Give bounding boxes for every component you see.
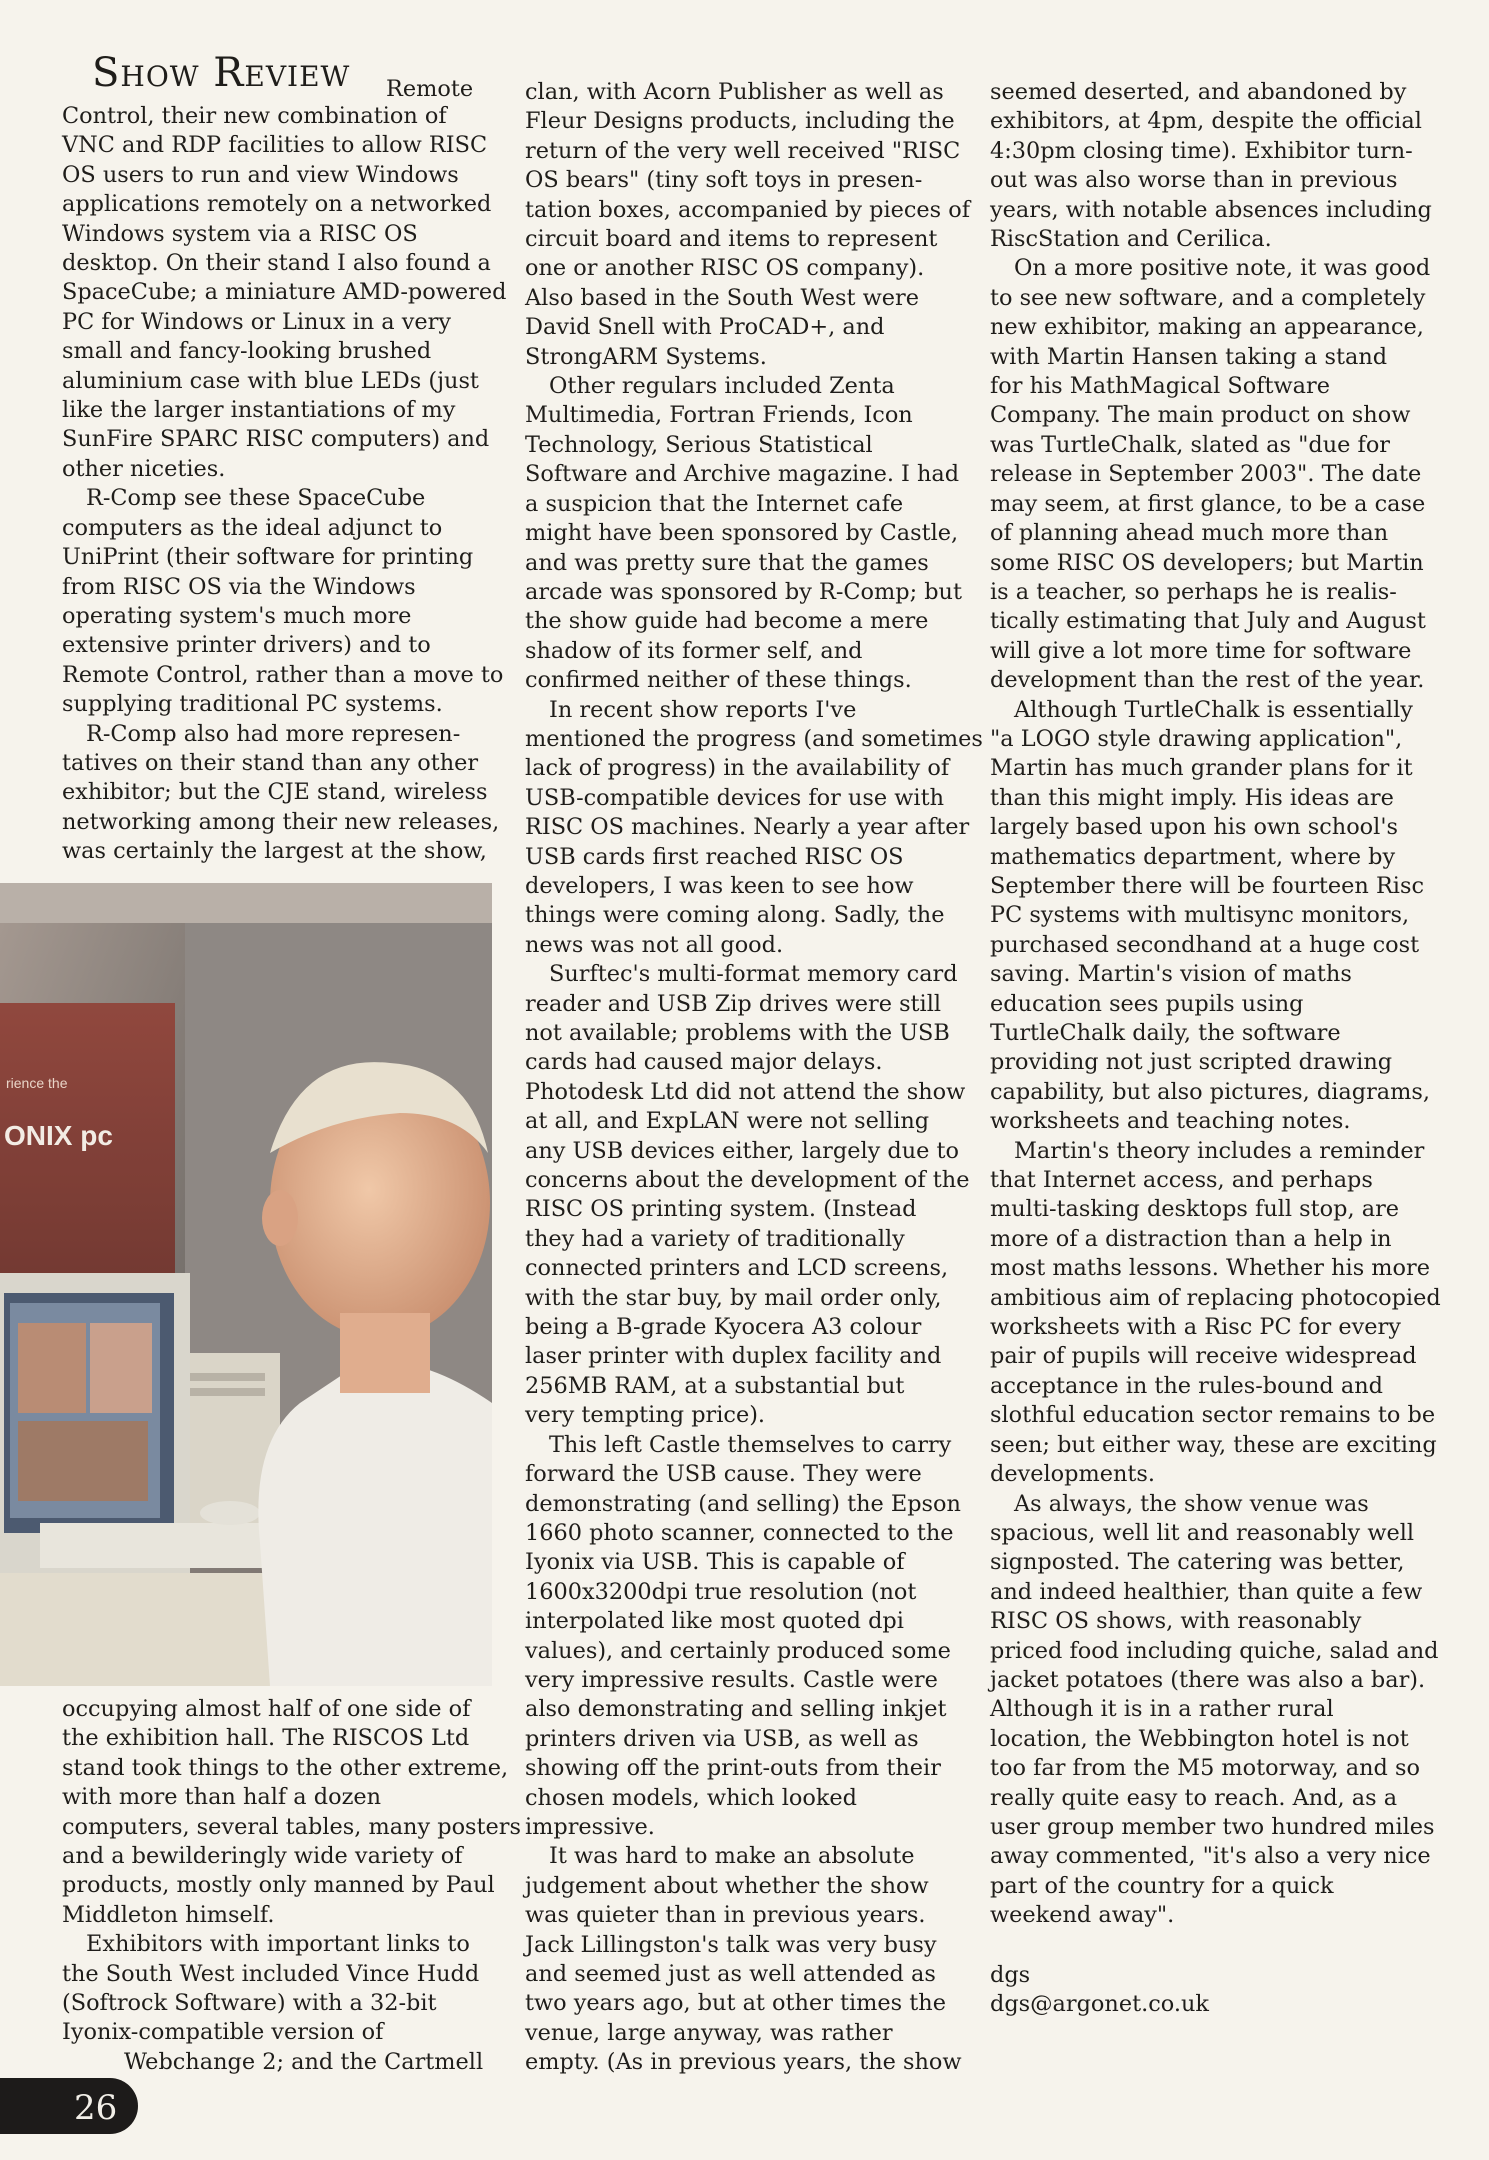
banner-text-2: ONIX pc [4,1120,113,1151]
text-line: things were coming along. Sadly, the [525,902,945,929]
text-line: release in September 2003". The date [990,461,1422,488]
text-line: very tempting price). [525,1402,766,1429]
column-1-upper [62,102,507,867]
text-line: concerns about the development of the [525,1167,970,1194]
text-line: venue, large anyway, was rather [525,2019,893,2046]
text-line: PC systems with multisync monitors, [990,902,1410,929]
text-line: was quieter than in previous years. [525,1902,926,1929]
text-line: Iyonix via USB. This is capable of [525,1549,905,1576]
text-line: jacket potatoes (there was also a bar). [990,1666,1426,1693]
text-line: the South West included Vince Hudd [62,1960,480,1987]
text-line: with the star buy, by mail order only, [525,1284,942,1311]
text-line: ambitious aim of replacing photocopied [990,1284,1441,1311]
header-continuation-word: Remote [386,76,474,102]
text-line: mentioned the progress (and sometimes [525,725,983,752]
text-line: too far from the M5 motorway, and so [990,1755,1420,1782]
text-line: stand took things to the other extreme, [62,1754,509,1781]
text-line: networking among their new releases, [62,808,500,835]
text-line: they had a variety of traditionally [525,1225,905,1252]
text-line: occupying almost half of one side of [62,1696,471,1722]
text-line: empty. (As in previous years, the show [525,2049,962,2076]
text-line: small and fancy-looking brushed [62,338,432,365]
text-line: new exhibitor, making an appearance, [990,314,1424,341]
text-line: tically estimating that July and August [990,608,1426,635]
text-line: more of a distraction than a help in [990,1225,1392,1252]
text-line: slothful education sector remains to be [990,1402,1436,1429]
text-line: aluminium case with blue LEDs (just [62,367,479,394]
text-line: David Snell with ProCAD+, and [525,314,885,341]
text-line: OS users to run and view Windows [62,161,459,188]
text-line: RISC OS printing system. (Instead [525,1196,917,1223]
text-line: education sees pupils using [990,990,1304,1017]
text-line: mathematics department, where by [990,843,1396,870]
text-line: one or another RISC OS company). [525,255,925,282]
text-line: for his MathMagical Software [990,373,1330,400]
text-line: and was pretty sure that the games [525,549,929,576]
text-line: and seemed just as well attended as [525,1961,936,1987]
text-line: with Martin Hansen taking a stand [990,343,1388,370]
section-title: Show Review [92,50,351,96]
text-line: VNC and RDP facilities to allow RISC [62,132,488,159]
text-line: SunFire SPARC RISC computers) and [62,426,490,453]
text-line: other niceties. [62,455,226,482]
text-line: R-Comp see these SpaceCube [86,485,426,512]
text-line: R-Comp also had more represen- [86,720,461,747]
text-line: Other regulars included Zenta [549,373,895,400]
text-line: the show guide had become a mere [525,608,929,635]
text-line: clan, with Acorn Publisher as well as [525,79,944,105]
text-line: "a LOGO style drawing application", [990,725,1403,752]
column-3 [990,78,1440,2019]
text-line: a suspicion that the Internet cafe [525,490,904,517]
text-line: out was also worse than in previous [990,167,1398,194]
text-line: exhibitor; but the CJE stand, wireless [62,779,488,806]
text-line: RISC OS shows, with reasonably [990,1608,1362,1635]
text-line: September there will be fourteen Risc [990,872,1424,899]
text-line: As always, the show venue was [1014,1490,1369,1517]
text-line: Although it is in a rather rural [990,1696,1334,1723]
text-line: operating system's much more [62,602,412,629]
text-line: supplying traditional PC systems. [62,691,443,718]
text-line: circuit board and items to represent [525,226,938,253]
text-line: shadow of its former self, and [525,637,863,664]
page-number: 26 [74,2088,118,2128]
text-line: USB cards first reached RISC OS [525,843,904,870]
text-line: RiscStation and Cerilica. [990,226,1272,253]
text-line: computers, several tables, many posters [62,1813,521,1840]
text-line: judgement about whether the show [525,1872,929,1899]
text-line: pair of pupils will receive widespread [990,1343,1417,1370]
text-line: tatives on their stand than any other [62,749,479,776]
text-line: than this might imply. His ideas are [990,784,1394,811]
text-line: connected printers and LCD screens, [525,1255,949,1282]
text-line: showing off the print-outs from their [525,1755,941,1782]
text-line: providing not just scripted drawing [990,1049,1393,1076]
text-line: printers driven via USB, as well as [525,1725,919,1752]
text-line: products, mostly only manned by Paul [62,1872,495,1899]
text-line: Martin's theory includes a reminder [1014,1137,1425,1164]
text-line: Martin has much grander plans for it [990,755,1413,782]
text-line: Company. The main product on show [990,402,1411,429]
text-line: acceptance in the rules-bound and [990,1372,1383,1399]
text-line: (Softrock Software) with a 32-bit [62,1990,437,2017]
text-line: years, with notable absences including [990,196,1432,223]
text-line: with more than half a dozen [62,1784,382,1811]
text-line: Also based in the South West were [525,284,919,311]
text-line: cards had caused major delays. [525,1049,883,1076]
text-line: Software and Archive magazine. I had [525,461,960,488]
text-line: reader and USB Zip drives were still [525,990,942,1017]
text-line: very impressive results. Castle were [525,1666,938,1693]
text-line: Remote Control, rather than a move to [62,661,504,688]
text-line: to see new software, and a completely [990,284,1426,311]
text-line: from RISC OS via the Windows [62,573,416,600]
text-line: PC for Windows or Linux in a very [62,308,452,335]
text-line: Webchange 2; and the Cartmell [124,2048,484,2075]
text-line: will give a lot more time for software [990,637,1412,664]
author-signature: dgs [990,1961,1031,1988]
person-shirt [258,1361,492,1686]
text-line: seemed deserted, and abandoned by [990,79,1407,105]
text-line: chosen models, which looked [525,1784,858,1811]
text-line: at all, and ExpLAN were not selling [525,1108,930,1135]
exhibition-photo [0,883,492,1686]
text-line: being a B-grade Kyocera A3 colour [525,1314,922,1341]
text-line: return of the very well received "RISC [525,137,961,164]
text-line: arcade was sponsored by R-Comp; but [525,578,962,605]
text-line: TurtleChalk daily, the software [990,1020,1341,1046]
banner-text-1: rience the [6,1075,68,1091]
text-line: SpaceCube; a miniature AMD-powered [62,279,507,306]
person-ear [262,1190,298,1246]
text-line: desktop. On their stand I also found a [62,250,491,277]
text-line: of planning ahead much more than [990,520,1389,547]
person-neck [340,1313,430,1393]
text-line: Iyonix-compatible version of [62,2019,384,2046]
text-line: saving. Martin's vision of maths [990,961,1352,988]
text-line: most maths lessons. Whether his more [990,1255,1430,1282]
text-line: might have been sponsored by Castle, [525,520,959,547]
text-line: Windows system via a RISC OS [62,220,418,247]
text-line: also demonstrating and selling inkjet [525,1696,947,1723]
text-line: computers as the ideal adjunct to [62,514,443,541]
text-line: Jack Lillingston's talk was very busy [525,1931,937,1958]
text-line: Photodesk Ltd did not attend the show [525,1078,966,1105]
text-line: extensive printer drivers) and to [62,632,431,659]
text-line: Exhibitors with important links to [86,1931,470,1958]
text-line: that Internet access, and perhaps [990,1167,1373,1194]
text-line: really quite easy to reach. And, as a [990,1784,1398,1811]
text-line: any USB devices either, largely due to [525,1137,959,1164]
text-line: signposted. The catering was better, [990,1549,1405,1576]
text-line: away commented, "it's also a very nice [990,1843,1431,1870]
text-line: This left Castle themselves to carry [549,1431,952,1458]
text-line: priced food including quiche, salad and [990,1637,1439,1664]
text-line: RISC OS machines. Nearly a year after [525,814,970,841]
text-line: 256MB RAM, at a substantial but [525,1372,905,1399]
text-line: may seem, at first glance, to be a case [990,490,1426,517]
text-line: is a teacher, so perhaps he is realis- [990,578,1397,605]
text-line: It was hard to make an absolute [549,1843,915,1870]
text-line: capability, but also pictures, diagrams, [990,1078,1430,1105]
text-line: purchased secondhand at a huge cost [990,931,1420,958]
text-line: location, the Webbington hotel is not [990,1725,1409,1752]
text-line: confirmed neither of these things. [525,667,912,694]
column-1-lower [62,1695,521,2077]
text-line: 1600x3200dpi true resolution (not [525,1578,917,1605]
text-line: and a bewilderingly wide variety of [62,1843,463,1870]
text-line: was TurtleChalk, slated as "due for [990,431,1391,458]
text-line: interpolated like most quoted dpi [525,1608,904,1635]
text-line: demonstrating (and selling) the Epson [525,1490,961,1517]
author-email[interactable]: dgs@argonet.co.uk [990,1991,1209,2017]
text-line: impressive. [525,1813,655,1840]
text-line: weekend away". [990,1902,1175,1929]
text-line: exhibitors, at 4pm, despite the official [990,108,1422,135]
text-line: OS bears" (tiny soft toys in presen- [525,167,923,194]
text-line: lack of progress) in the availability of [525,755,950,782]
keyboard [40,1523,270,1568]
text-line: seen; but either way, these are exciting [990,1431,1437,1458]
text-line: Surftec's multi-format memory card [549,961,958,988]
text-line: UniPrint (their software for printing [62,544,474,571]
text-line: 4:30pm closing time). Exhibitor turn- [990,137,1413,164]
signature-block [990,1961,1440,2020]
column-2 [525,78,983,2078]
text-line: laser printer with duplex facility and [525,1343,942,1370]
text-line: 1660 photo scanner, connected to the [525,1519,954,1546]
text-line: On a more positive note, it was good [1014,255,1431,282]
text-line: Multimedia, Fortran Friends, Icon [525,402,913,429]
text-line: two years ago, but at other times the [525,1990,946,2017]
text-line: developments. [990,1461,1155,1488]
text-line: and indeed healthier, than quite a few [990,1578,1423,1605]
text-line: forward the USB cause. They were [525,1461,922,1488]
text-line: user group member two hundred miles [990,1813,1435,1840]
text-line: spacious, well lit and reasonably well [990,1519,1415,1546]
text-line: USB-compatible devices for use with [525,784,945,811]
text-line: multi-tasking desktops full stop, are [990,1196,1400,1223]
text-line: Fleur Designs products, including the [525,108,955,135]
text-line: development than the rest of the year. [990,667,1425,694]
text-line: Technology, Serious Statistical [525,431,873,458]
text-line: Control, their new combination of [62,103,447,129]
text-line: news was not all good. [525,931,784,958]
photo-illustration [0,883,492,1686]
page-number-tab [0,2078,138,2134]
text-line: part of the country for a quick [990,1872,1334,1899]
text-line: values), and certainly produced some [525,1637,951,1664]
text-line: was certainly the largest at the show, [62,838,487,865]
text-line: Middleton himself. [62,1901,275,1928]
text-line: worksheets and teaching notes. [990,1108,1351,1135]
text-line: tation boxes, accompanied by pieces of [525,196,971,223]
text-line: Although TurtleChalk is essentially [1014,696,1413,723]
text-line: In recent show reports I've [549,696,857,723]
text-line: developers, I was keen to see how [525,872,914,899]
text-line: worksheets with a Risc PC for every [990,1314,1401,1341]
text-line: largely based upon his own school's [990,814,1398,841]
text-line: like the larger instantiations of my [62,397,456,424]
text-line: some RISC OS developers; but Martin [990,549,1424,576]
mouse [200,1501,260,1525]
text-line: not available; problems with the USB [525,1020,950,1046]
text-line: applications remotely on a networked [62,191,492,218]
text-line: the exhibition hall. The RISCOS Ltd [62,1725,470,1752]
text-line: StrongARM Systems. [525,343,767,370]
